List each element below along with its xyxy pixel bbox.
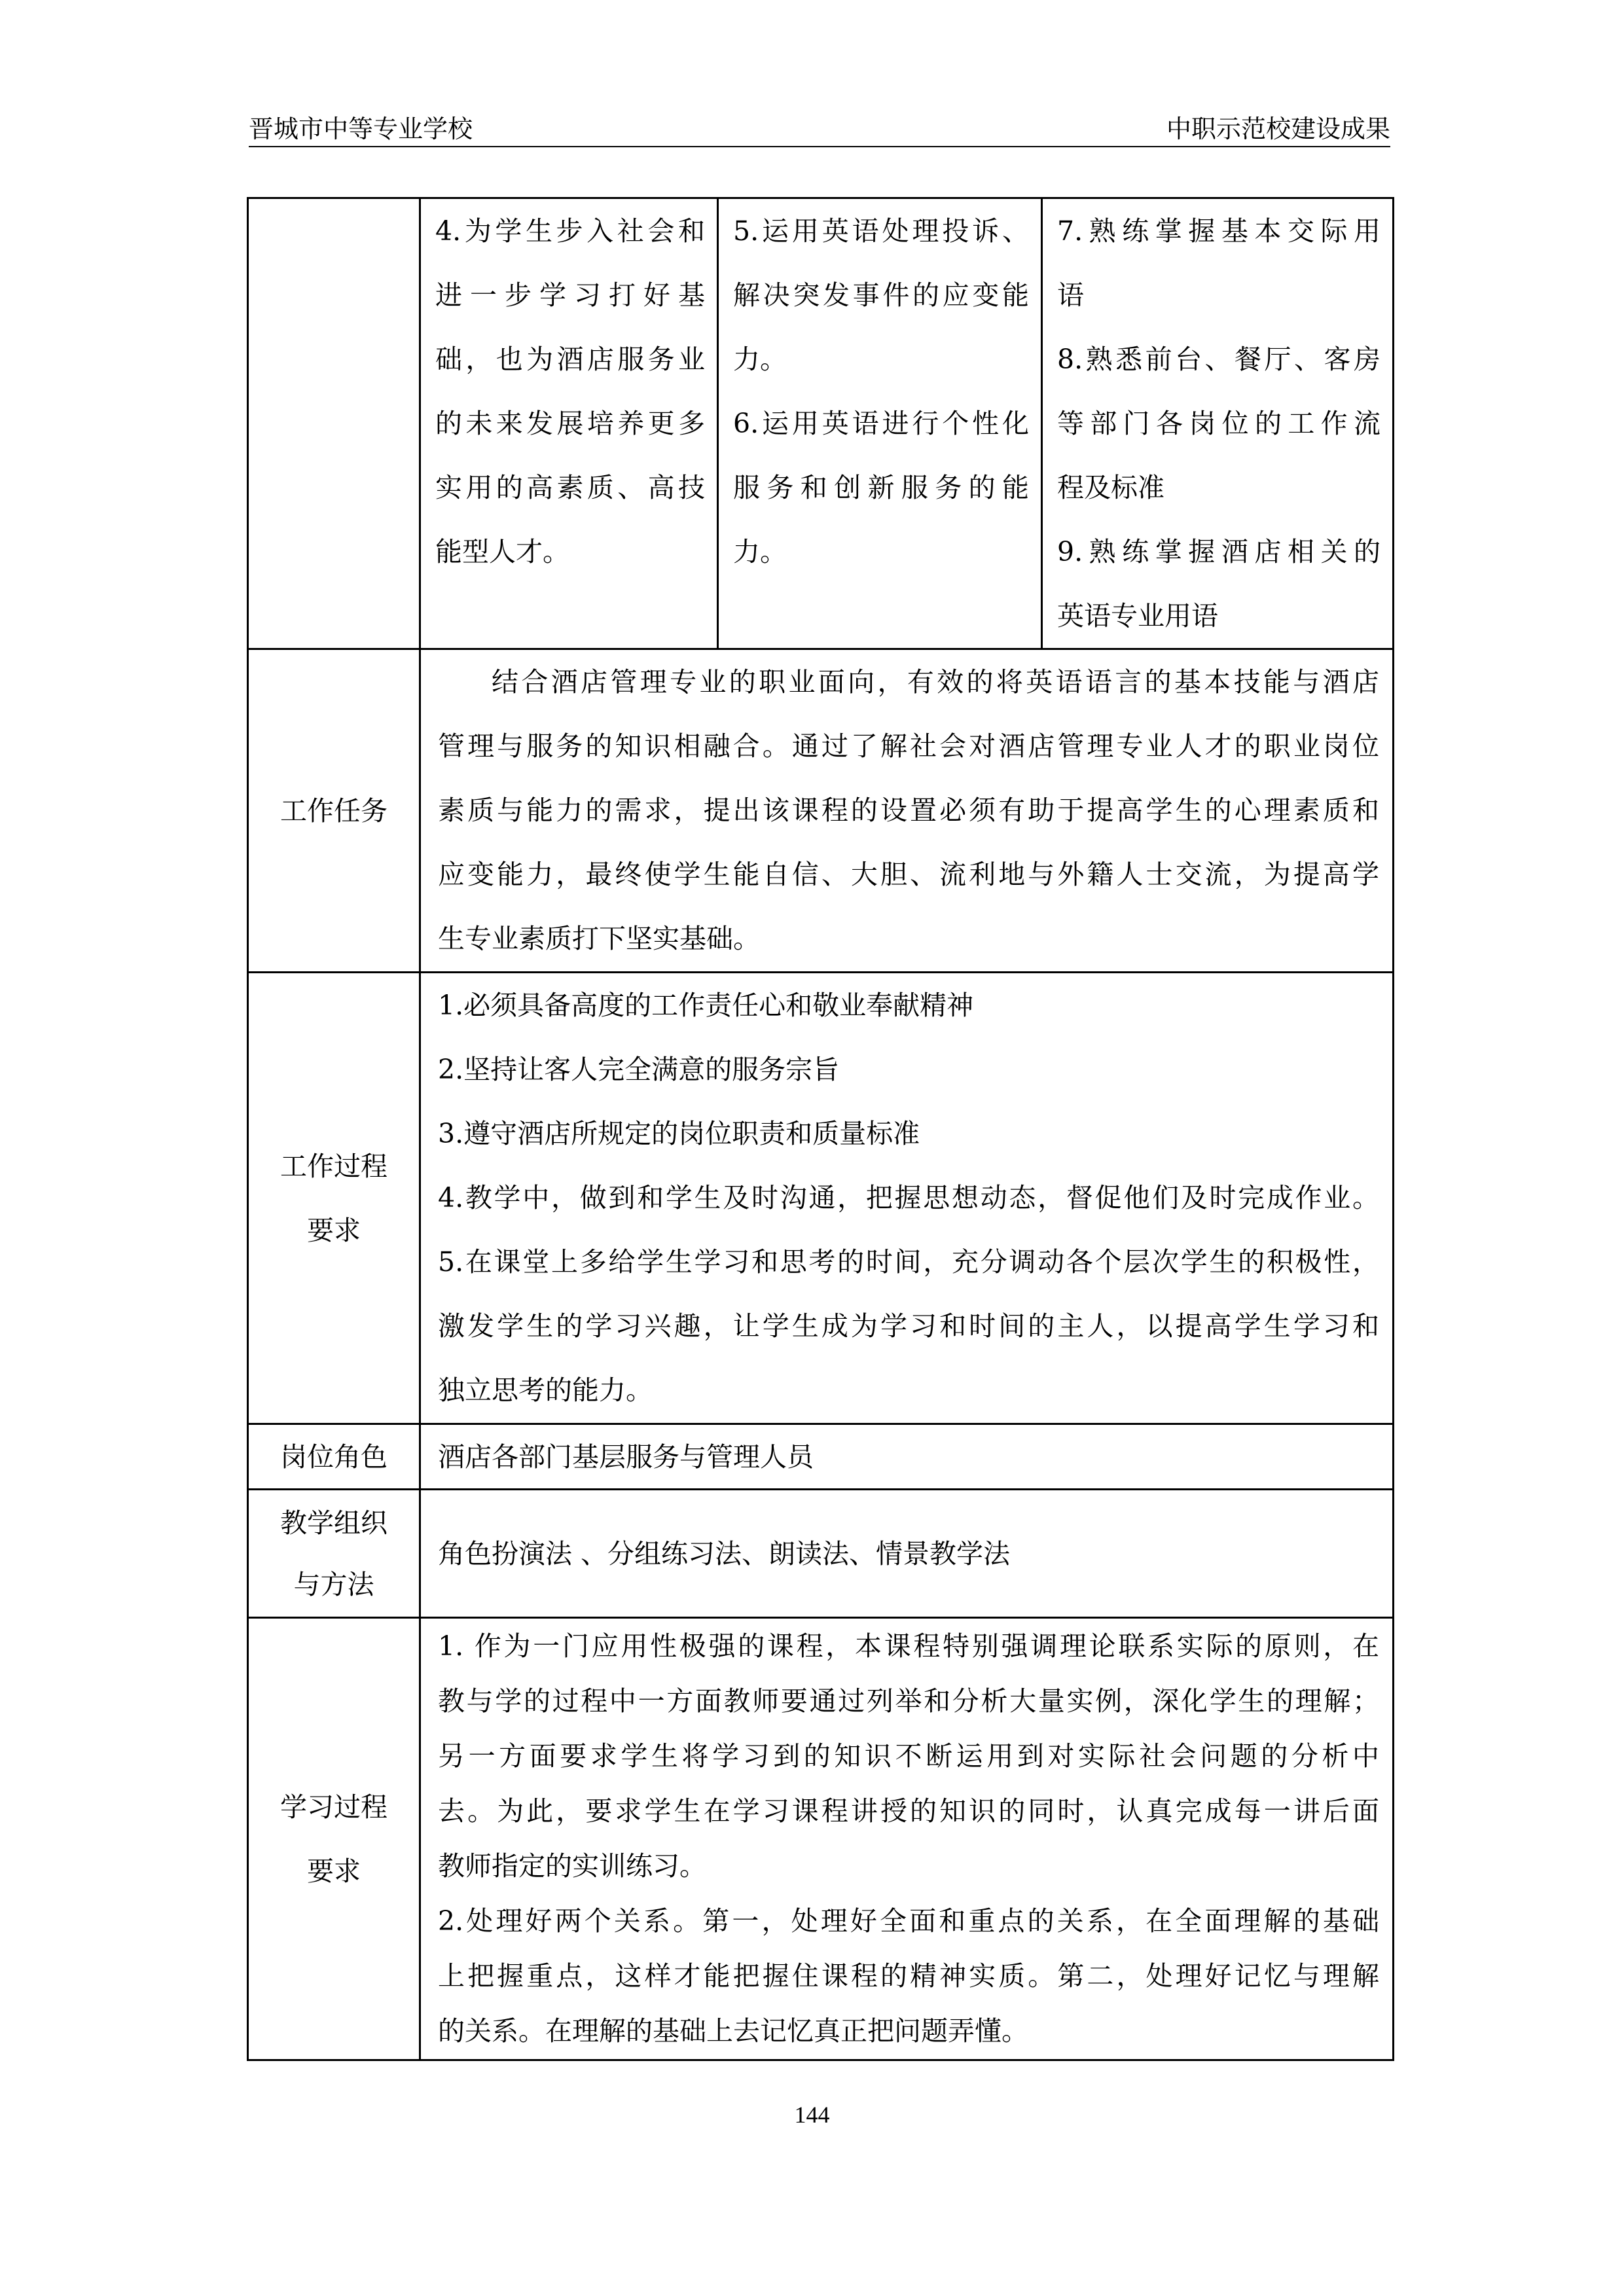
objective-line: 7.熟练掌握基本交际用 xyxy=(1057,215,1380,247)
objective-line: 5.运用英语处理投诉、 xyxy=(733,215,1029,247)
learning-process-line: 去。为此，要求学生在学习课程讲授的知识的同时，认真完成每一讲后面 xyxy=(438,1795,1379,1827)
objective-cell-1 xyxy=(420,198,718,649)
objective-line: 的未来发展培养更多 xyxy=(435,408,705,439)
header-school-name: 晋城市中等专业学校 xyxy=(249,115,473,143)
work-process-line: 4.教学中，做到和学生及时沟通，把握思想动态，督促他们及时完成作业。 xyxy=(438,1182,1379,1213)
learning-process-line: 教与学的过程中一方面教师要通过列举和分析大量实例，深化学生的理解； xyxy=(438,1685,1379,1717)
header-project-title: 中职示范校建设成果 xyxy=(1166,115,1390,143)
objective-cell-2 xyxy=(718,198,1042,649)
objective-line: 等部门各岗位的工作流 xyxy=(1057,408,1380,439)
work-process-line: 3.遵守酒店所规定的岗位职责和质量标准 xyxy=(438,1118,920,1149)
objective-line: 实用的高素质、高技 xyxy=(435,472,705,503)
work-process-label xyxy=(248,973,420,1424)
work-task-line: 素质与能力的需求，提出该课程的设置必须有助于提高学生的心理素质和 xyxy=(438,795,1379,826)
work-task-label xyxy=(248,649,420,973)
objective-line: 服务和创新服务的能 xyxy=(733,472,1029,503)
learning-process-line: 教师指定的实训练习。 xyxy=(438,1850,706,1882)
work-process-line: 5.在课堂上多给学生学习和思考的时间，充分调动各个层次学生的积极性， xyxy=(438,1246,1379,1278)
objective-line: 础，也为酒店服务业 xyxy=(435,344,705,375)
objective-line: 9.熟练掌握酒店相关的 xyxy=(1057,536,1380,567)
learning-process-line: 2.处理好两个关系。第一，处理好全面和重点的关系，在全面理解的基础 xyxy=(438,1905,1379,1937)
learning-process-line: 另一方面要求学生将学习到的知识不断运用到对实际社会问题的分析中 xyxy=(438,1740,1379,1772)
work-task-line: 生专业素质打下坚实基础。 xyxy=(438,923,760,954)
learning-process-line: 上把握重点，这样才能把握住课程的精神实质。第二，处理好记忆与理解 xyxy=(438,1960,1379,1992)
work-task-content xyxy=(420,649,1394,973)
teaching-method-label-line: 教学组织 xyxy=(280,1507,388,1539)
table-row-work-task xyxy=(248,649,1394,973)
objective-line: 力。 xyxy=(733,344,787,375)
table-row-position-role xyxy=(248,1424,1394,1490)
objective-line: 6.运用英语进行个性化 xyxy=(733,408,1029,439)
work-process-line: 独立思考的能力。 xyxy=(438,1374,653,1406)
teaching-method-label-line: 与方法 xyxy=(293,1568,374,1600)
page-number: 144 xyxy=(794,2102,830,2128)
teaching-method-label xyxy=(248,1490,420,1618)
position-role-label-text: 岗位角色 xyxy=(280,1441,388,1473)
objective-line: 力。 xyxy=(733,536,787,567)
position-role-value-cell xyxy=(420,1424,1394,1490)
objective-line: 4.为学生步入社会和 xyxy=(435,215,705,247)
work-task-label-text: 工作任务 xyxy=(280,795,388,827)
page-header xyxy=(249,115,1390,147)
work-process-content xyxy=(420,973,1394,1424)
work-process-label-line: 要求 xyxy=(307,1214,361,1246)
learning-process-line: 1. 作为一门应用性极强的课程，本课程特别强调理论联系实际的原则，在 xyxy=(438,1630,1379,1662)
objective-line: 英语专业用语 xyxy=(1057,600,1218,632)
position-role-label xyxy=(248,1424,420,1490)
objective-line: 解决突发事件的应变能 xyxy=(733,279,1029,311)
work-process-line: 1.必须具备高度的工作责任心和敬业奉献精神 xyxy=(438,990,974,1021)
learning-process-label-line: 要求 xyxy=(307,1855,361,1887)
work-process-line: 2.坚持让客人完全满意的服务宗旨 xyxy=(438,1054,840,1085)
learning-process-line: 的关系。在理解的基础上去记忆真正把问题弄懂。 xyxy=(438,2015,1028,2047)
work-process-line: 激发学生的学习兴趣，让学生成为学习和时间的主人，以提高学生学习和 xyxy=(438,1310,1379,1342)
work-process-label-line: 工作过程 xyxy=(280,1150,388,1182)
empty-label-cell xyxy=(248,198,420,649)
work-task-line: 应变能力，最终使学生能自信、大胆、流利地与外籍人士交流，为提高学 xyxy=(438,859,1379,890)
objective-cell-3 xyxy=(1042,198,1394,649)
objective-line: 8.熟悉前台、餐厅、客房 xyxy=(1057,344,1380,375)
work-task-line: 管理与服务的知识相融合。通过了解社会对酒店管理专业人才的职业岗位 xyxy=(438,730,1379,762)
objective-line: 能型人才。 xyxy=(435,536,569,567)
learning-process-label xyxy=(248,1618,420,2060)
work-task-line: 结合酒店管理专业的职业面向，有效的将英语语言的基本技能与酒店 xyxy=(492,666,1379,698)
table-row-objectives xyxy=(248,198,1394,649)
table-row-learning-process xyxy=(248,1618,1394,2060)
teaching-method-value-cell xyxy=(420,1490,1394,1618)
table-row-work-process xyxy=(248,973,1394,1424)
table-row-teaching-method xyxy=(248,1490,1394,1618)
objective-line: 进一步学习打好基 xyxy=(435,279,705,311)
objective-line: 程及标准 xyxy=(1057,472,1164,503)
learning-process-label-line: 学习过程 xyxy=(280,1791,388,1823)
teaching-method-value: 角色扮演法 、分组练习法、朗读法、情景教学法 xyxy=(438,1537,1011,1570)
position-role-value: 酒店各部门基层服务与管理人员 xyxy=(438,1441,814,1473)
objective-line: 语 xyxy=(1057,279,1084,311)
learning-process-content xyxy=(420,1618,1394,2060)
course-table xyxy=(247,197,1394,2061)
